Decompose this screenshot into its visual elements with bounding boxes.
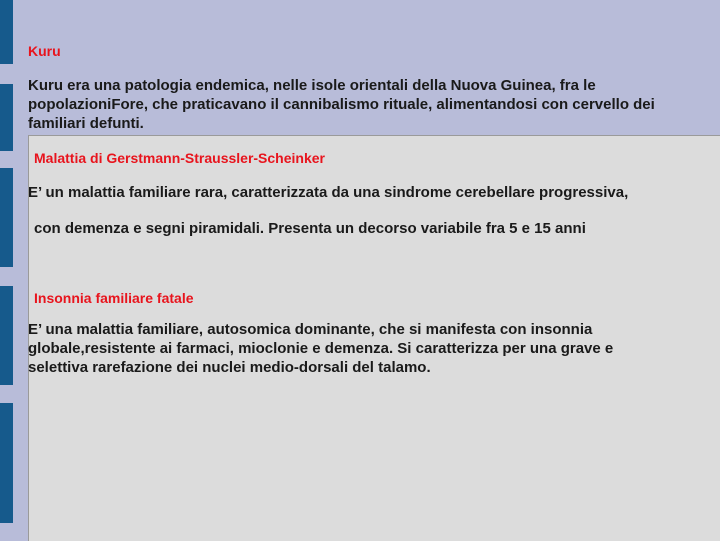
- ffi-heading: Insonnia familiare fatale: [34, 290, 194, 306]
- kuru-description: Kuru era una patologia endemica, nelle isole orientali della Nuova Guinea, fra le popolazioniFore, che praticavano il cannibalismo rituale, alimentandosi con cervello dei familiari defunti.: [28, 77, 655, 132]
- left-accent-bar-1: [0, 0, 13, 64]
- left-accent-bar-5: [0, 403, 13, 523]
- ffi-description: E’ una malattia familiare, autosomica dominante, che si manifesta con insonnia globale,resistente ai farmaci, mioclonie e demenza. Si caratterizza per una grave e selettiva rarefazione dei nuclei medio-dorsali del talamo.: [28, 321, 614, 376]
- gss-description-line-2: con demenza e segni piramidali. Presenta un decorso variabile fra 5 e 15 anni: [34, 220, 586, 237]
- gss-heading: Malattia di Gerstmann-Straussler-Scheinker: [34, 150, 325, 166]
- left-accent-bar-2: [0, 84, 13, 151]
- gss-description-line-1: E’ un malattia familiare rara, caratterizzata da una sindrome cerebellare progressiva,: [28, 184, 629, 201]
- left-accent-bar-3: [0, 168, 13, 267]
- kuru-heading: Kuru: [28, 43, 61, 59]
- left-accent-bar-4: [0, 286, 13, 385]
